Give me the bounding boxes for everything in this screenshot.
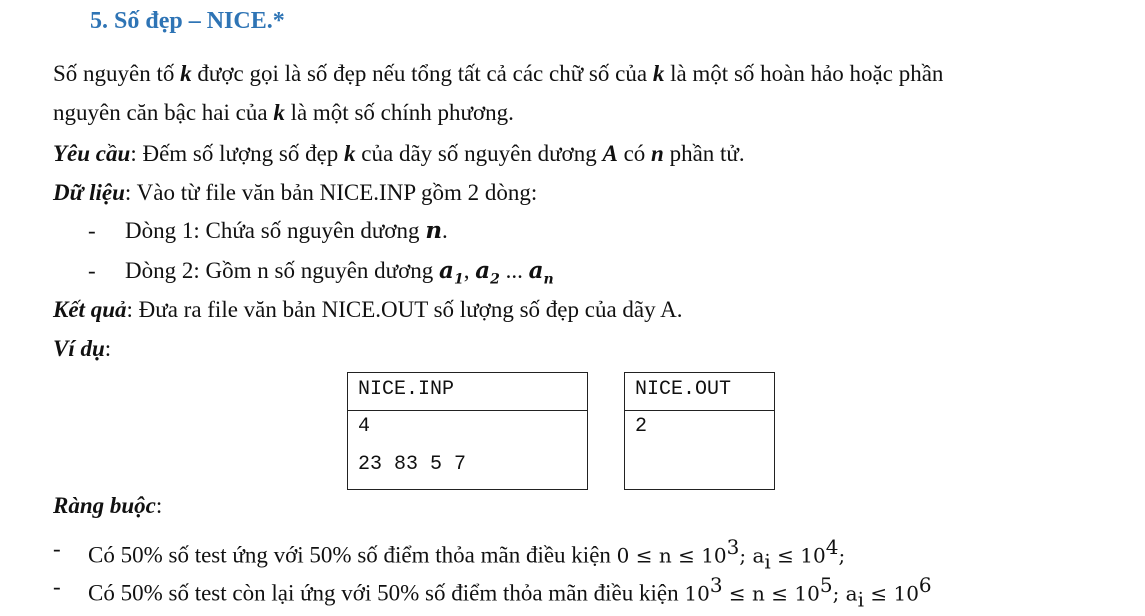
input-item-1 (125, 216, 448, 246)
input-spec-line (53, 178, 537, 208)
math: 10 (684, 581, 710, 606)
constraints-label-line (53, 491, 162, 521)
text: nguyên căn bậc hai của (53, 100, 274, 125)
text: Có 50% số test còn lại ứng với 50% số điểm thỏa mãn điều kiện (88, 580, 685, 606)
var-n: n (425, 217, 443, 244)
intro-line-1 (53, 59, 943, 89)
output-spec-line (53, 295, 682, 325)
output-label: Kết quả (53, 297, 127, 322)
text: : (155, 493, 163, 518)
text: là một số hoàn hảo hoặc phần (664, 61, 944, 86)
text: được gọi là số đẹp nếu tổng tất cả các chữ số của (191, 61, 653, 86)
subscript: 1 (453, 271, 464, 288)
output-box-row: 2 (635, 415, 648, 438)
output-box-header: NICE.OUT (625, 373, 774, 411)
math: ; a (739, 543, 765, 568)
text: là một số chính phương. (284, 100, 514, 125)
constraints-label: Ràng buộc (53, 493, 156, 518)
text: : Đếm số lượng số đẹp (130, 141, 345, 166)
output-example-box (624, 372, 775, 490)
bullet-dash: - (88, 218, 96, 243)
text: , (463, 258, 476, 283)
requirement-label: Yêu cầu (53, 141, 131, 166)
subscript: i (764, 549, 771, 574)
bullet-dash: - (53, 574, 61, 599)
input-example-box (347, 372, 588, 490)
var-k: k (273, 100, 285, 125)
math: ≤ 10 (770, 543, 826, 568)
text: Có 50% số test ứng với 50% số điểm thỏa mãn điều kiện (88, 542, 617, 568)
example-label: Ví dụ (53, 336, 105, 361)
subscript: n (543, 271, 554, 288)
subscript: i (857, 587, 864, 612)
text: Số nguyên tố (53, 61, 181, 86)
constraint-2 (88, 570, 932, 614)
var-A: A (602, 141, 618, 166)
input-box-row: 23 83 5 7 (358, 453, 467, 476)
var-k: k (652, 61, 665, 86)
example-label-line (53, 334, 111, 364)
math: 0 ≤ n ≤ 10 (616, 543, 727, 568)
math: ; (838, 543, 846, 568)
input-box-header: NICE.INP (348, 373, 587, 411)
text: : (104, 336, 112, 361)
text: Dòng 2: Gồm n số nguyên dương (125, 258, 440, 283)
text: Dòng 1: Chứa số nguyên dương (125, 218, 426, 243)
text: : Đưa ra file văn bản NICE.OUT số lượng số đẹp của dãy A. (126, 297, 683, 322)
superscript: 3 (709, 573, 723, 597)
math: ≤ 10 (864, 581, 919, 606)
text: của dãy số nguyên dương (355, 141, 603, 166)
superscript: 4 (825, 535, 839, 559)
var-k: k (180, 61, 192, 86)
superscript: 3 (726, 535, 740, 559)
text: phần tử. (663, 141, 745, 166)
bullet-dash: - (88, 258, 96, 283)
section-title: 5. Số đẹp – NICE.* (90, 8, 285, 34)
intro-line-2 (53, 98, 514, 128)
var-a: a (528, 257, 544, 284)
var-a: a (439, 257, 454, 284)
input-item-2 (125, 256, 554, 295)
text: ... (499, 258, 529, 283)
var-n: n (651, 141, 664, 166)
math: ; a (832, 581, 858, 606)
var-a: a (475, 257, 491, 284)
superscript: 5 (819, 573, 833, 597)
input-label: Dữ liệu (53, 180, 125, 205)
text: . (442, 218, 448, 243)
bullet-dash: - (53, 536, 61, 561)
subscript: 2 (490, 271, 500, 288)
var-k: k (344, 141, 356, 166)
requirement-line (53, 139, 745, 169)
superscript: 6 (918, 573, 932, 597)
text: có (617, 141, 652, 166)
math: ≤ n ≤ 10 (722, 581, 820, 606)
input-box-row: 4 (358, 415, 371, 438)
text: : Vào từ file văn bản NICE.INP gồm 2 dòng: (124, 180, 538, 205)
